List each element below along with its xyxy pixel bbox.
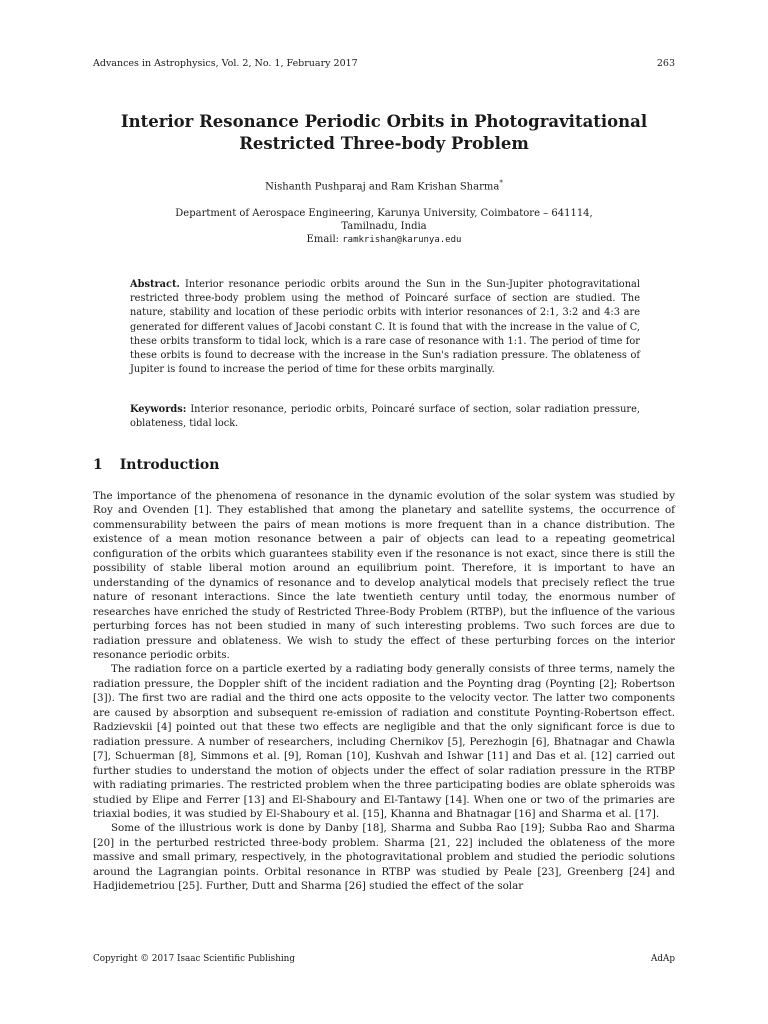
affiliation-line-2: Tamilnadu, India bbox=[341, 221, 427, 232]
keywords bbox=[130, 403, 640, 431]
email-label: Email: bbox=[306, 234, 343, 245]
affiliation-line-1: Department of Aerospace Engineering, Karunya University, Coimbatore – 641114, bbox=[175, 208, 593, 219]
title-line-2: Restricted Three-body Problem bbox=[239, 134, 529, 153]
section-number: 1 bbox=[93, 457, 103, 473]
abstract bbox=[130, 278, 640, 377]
email-line bbox=[93, 233, 675, 247]
body-text bbox=[93, 489, 675, 894]
section-heading bbox=[93, 457, 219, 473]
abstract-text: Interior resonance periodic orbits around the Sun in the Sun-Jupiter photogravitational restricted three-body problem using the method of Poincaré surface of section are studied. The nature, stability and location of these periodic orbits with interior resonances of 2:1, 3:2 and 4:3 are generated for different values of Jacobi constant C. It is found that with the increase in the value of C, these orbits transform to tidal lock, which is a rare case of resonance with 1:1. The period of time for these orbits is found to decrease with the increase in the Sun's radiation pressure. The oblateness of Jupiter is found to increase the period of time for these orbits marginally. bbox=[130, 279, 640, 376]
journal-citation: Advances in Astrophysics, Vol. 2, No. 1, February 2017 bbox=[93, 58, 358, 69]
paragraph: The importance of the phenomena of resonance in the dynamic evolution of the solar system was studied by Roy and Ovenden [1]. They established that among the planetary and satellite systems, the occurrence of commensurability between the pairs of mean motions is more frequent than in a chance distribution. The existence of a mean motion resonance between a pair of objects can lead to a repeating geometrical configuration of the orbits which guarantees stability even if the resonance is not exact, since there is still the possibility of stable liberal motion around an equilibrium point. Therefore, it is important to have an understanding of the dynamics of resonance and to develop analytical models that precisely reflect the true nature of resonant interactions. Since the late twentieth century until today, the enormous number of researches have enriched the study of Restricted Three-Body Problem (RTBP), but the influence of the various perturbing forces has not been studied in many of such interesting problems. Two such forces are due to radiation pressure and oblateness. We wish to study the effect of these perturbing forces on the interior resonance periodic orbits. bbox=[93, 490, 675, 661]
author-list bbox=[93, 179, 675, 192]
copyright-notice: Copyright © 2017 Isaac Scientific Publishing bbox=[93, 954, 295, 964]
page-number: 263 bbox=[656, 58, 675, 69]
affiliation bbox=[93, 207, 675, 247]
paragraph: Some of the illustrious work is done by Danby [18], Sharma and Subba Rao [19]; Subba Rao and Sharma [20] in the perturbed restricted three-body problem. Sharma [21, 22] included the oblateness of the more massive and small primary, respectively, in the photogravitational problem and studied the periodic solutions around the Lagrangian points. Orbital resonance in RTBP was studied by Peale [23], Greenberg [24] and Hadjidemetriou [25]. Further, Dutt and Sharma [26] studied the effect of the solar bbox=[93, 822, 675, 893]
page-footer bbox=[93, 954, 675, 964]
paper-title bbox=[93, 111, 675, 155]
section-title: Introduction bbox=[119, 457, 220, 473]
keywords-text: Interior resonance, periodic orbits, Poincaré surface of section, solar radiation pressure, oblateness, tidal lock. bbox=[130, 404, 640, 430]
author-names: Nishanth Pushparaj and Ram Krishan Sharma bbox=[265, 181, 500, 193]
title-line-1: Interior Resonance Periodic Orbits in Photogravitational bbox=[120, 112, 648, 131]
abstract-label: Abstract. bbox=[130, 279, 180, 290]
keywords-label: Keywords: bbox=[130, 404, 187, 415]
running-header bbox=[93, 58, 675, 69]
corresponding-author-mark: * bbox=[499, 179, 503, 187]
email-address[interactable]: ramkrishan@karunya.edu bbox=[342, 235, 462, 245]
journal-abbreviation: AdAp bbox=[651, 954, 675, 964]
paragraph: The radiation force on a particle exerted by a radiating body generally consists of three terms, namely the radiation pressure, the Doppler shift of the incident radiation and the Poynting drag (Poynting [2]; Robertson [3]). The first two are radial and the third one acts opposite to the velocity vector. The latter two components are caused by absorption and subsequent re-emission of radiation and constitute Poynting-Robertson effect. Radzievskii [4] pointed out that these two effects are negligible and that the only significant force is due to radiation pressure. A number of researchers, including Chernikov [5], Perezhogin [6], Bhatnagar and Chawla [7], Schuerman [8], Simmons et al. [9], Roman [10], Kushvah and Ishwar [11] and Das et al. [12] carried out further studies to understand the motion of objects under the effect of solar radiation pressure in the RTBP with radiating primaries. The restricted problem when the three participating bodies are oblate spheroids was studied by Elipe and Ferrer [13] and El-Shaboury and El-Tantawy [14]. When one or two of the primaries are triaxial bodies, it was studied by El-Shaboury et al. [15], Khanna and Bhatnagar [16] and Sharma et al. [17]. bbox=[93, 663, 675, 820]
